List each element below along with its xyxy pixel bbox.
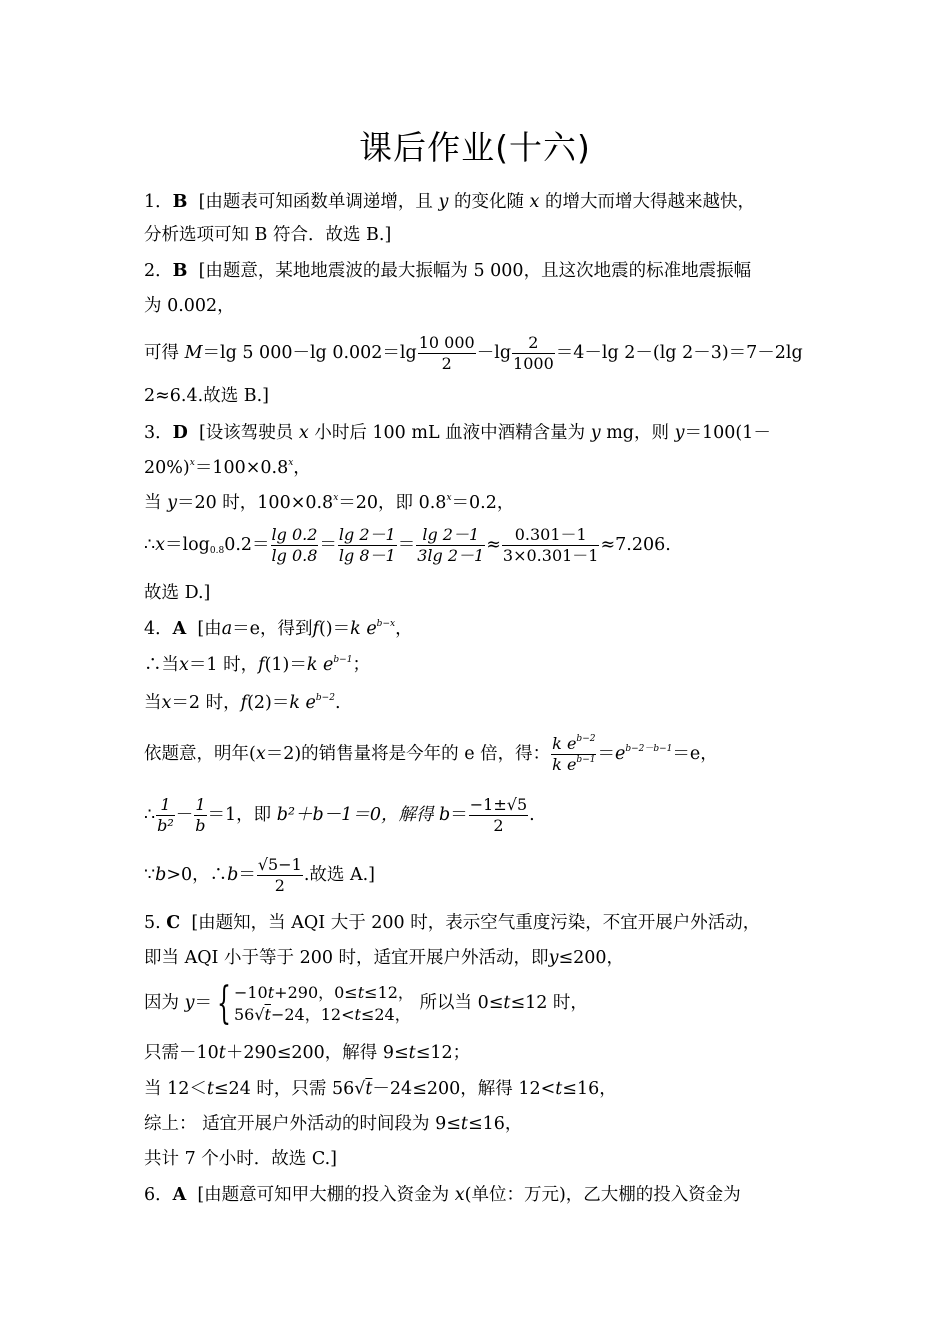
q2-line-3: 可得 M＝lg 5 000－lg 0.002＝lg $\frac{10 000}{2}$ －lg $\frac{2}{1000}$ ＝4－lg 2－(lg 2－3)＝7－2lg	[144, 333, 803, 373]
q1-line-2: 分析选项可知 B 符合．故选 B.]	[144, 225, 392, 245]
q4-number: 4．	[144, 619, 173, 639]
q2-line-1: 2．B [由题意，某地地震波的最大振幅为 5 000，且这次地震的标准地震振幅	[144, 261, 752, 281]
q5-line-1: 5. C [由题知，当 AQI 大于 200 时，表示空气重度污染，不宜开展户外活动，	[144, 913, 761, 933]
q5-number: 5.	[144, 913, 167, 933]
q5-line-3: 因为 y＝ { −10t+290，0≤t≤12， 56√t−24，12<t≤24， 所以当 0≤t≤12 时，	[144, 977, 588, 1029]
q4-line-6: ∵b>0，∴b＝ $\frac{√5-1}{2}$ .故选 A.]	[144, 855, 375, 895]
q4-line-3: 当x＝2 时，f(2)＝k $e^{b-2}$.	[144, 693, 341, 713]
fraction: $\frac{\lg 2-1}{\lg 8-1}$	[338, 525, 396, 565]
q5-answer: C	[166, 913, 181, 933]
fraction: $\frac{-1\pm√5}{2}$	[469, 795, 528, 835]
q3-line-4: $\therefore x=\log_{0.8}0.2=$ $\frac{\lg 0.2}{\lg 0.8}$ ＝ $\frac{\lg 2-1}{\lg 8-1}$ ＝ $\frac{\lg 2-1}{3\lg 2-1}$ ≈ $\frac{0.301-1}{3\times 0.301-1}$ ≈7.206.	[144, 525, 671, 565]
q3-line-3: 当 y＝20 时，$100\times 0.8^x=20$，即 $0.8^x=0.2$，	[144, 493, 515, 513]
q4-line-5: ∴ $\frac{1}{\text{b²}}$ － $\frac{1}{b}$ ＝1，即 b²＋b－1＝0，解得 b＝ $\frac{-1\pm√5}{2}$ .	[144, 795, 535, 835]
q5-line-6: 综上： 适宜开展户外活动的时间段为 9≤t≤16，	[144, 1114, 523, 1134]
q4-line-2: ∴当x＝1 时，f(1)＝k $e^{b-1}$；	[144, 655, 370, 675]
fraction: $\frac{\lg 2-1}{3\lg 2-1}$	[417, 525, 485, 565]
q2-line-4: 2≈6.4.故选 B.]	[144, 386, 270, 406]
piecewise-cases: −10t+290，0≤t≤12， 56√t−24，12<t≤24，	[233, 982, 414, 1024]
q1-answer: B	[172, 192, 188, 212]
fraction: $\frac{√5-1}{2}$	[257, 855, 302, 895]
q6-number: 6．	[144, 1185, 173, 1205]
fraction: $\frac{0.301-1}{3\times 0.301-1}$	[502, 525, 599, 565]
q6-answer: A	[172, 1185, 187, 1205]
q3-line-1: 3．D [设该驾驶员 x 小时后 100 mL 血液中酒精含量为 y mg，则 y＝100(1－	[144, 423, 771, 443]
q6-line-1: 6．A [由题意可知甲大棚的投入资金为 x(单位：万元)，乙大棚的投入资金为	[144, 1185, 741, 1205]
q5-line-2: 即当 AQI 小于等于 200 时，适宜开展户外活动，即y≤200，	[144, 948, 625, 968]
q1-line-1: 1．B [由题表可知函数单调递增，且 y 的变化随 x 的增大而增大得越来越快，	[144, 192, 755, 212]
fraction: $\frac{\lg 0.2}{\lg 0.8}$	[271, 525, 318, 565]
page-title: 课后作业(十六)	[359, 128, 591, 167]
q3-line-2: $20\%)^x=100\times 0.8^x$，	[144, 458, 311, 478]
q5-line-7: 共计 7 个小时．故选 C.]	[144, 1149, 337, 1169]
fraction: $\frac{1}{\text{b²}}$	[157, 795, 174, 835]
q4-line-4: 依题意，明年(x＝2)的销售量将是今年的 e 倍，得： $\frac{k e^{b-2}}{k e^{b-1}}$ $=e^{b-2-b-1}=e$，	[144, 734, 718, 774]
fraction: $\frac{10 000}{2}$	[418, 333, 475, 373]
fraction: $\frac{k e^{b-2}}{k e^{b-1}}$	[552, 734, 596, 774]
left-brace-icon: {	[216, 977, 231, 1029]
fraction: $\frac{1}{b}$	[195, 795, 206, 835]
q5-line-4: 只需－10t＋290≤200，解得 9≤t≤12；	[144, 1043, 471, 1063]
q4-line-1: 4．A [由a＝e，得到f()＝k $e^{b-x}$，	[144, 619, 413, 639]
q2-line-2: 为 0.002，	[144, 296, 235, 316]
q5-line-5: 当 12＜t≤24 时，只需 56√t－24≤200，解得 12<t≤16，	[144, 1079, 617, 1099]
q3-line-5: 故选 D.]	[144, 583, 211, 603]
q1-number: 1．	[144, 192, 173, 212]
q2-answer: B	[172, 261, 188, 281]
q3-answer: D	[172, 423, 188, 443]
fraction: $\frac{2}{1000}$	[513, 333, 554, 373]
q3-number: 3．	[144, 423, 173, 443]
q4-answer: A	[172, 619, 187, 639]
q2-number: 2．	[144, 261, 173, 281]
